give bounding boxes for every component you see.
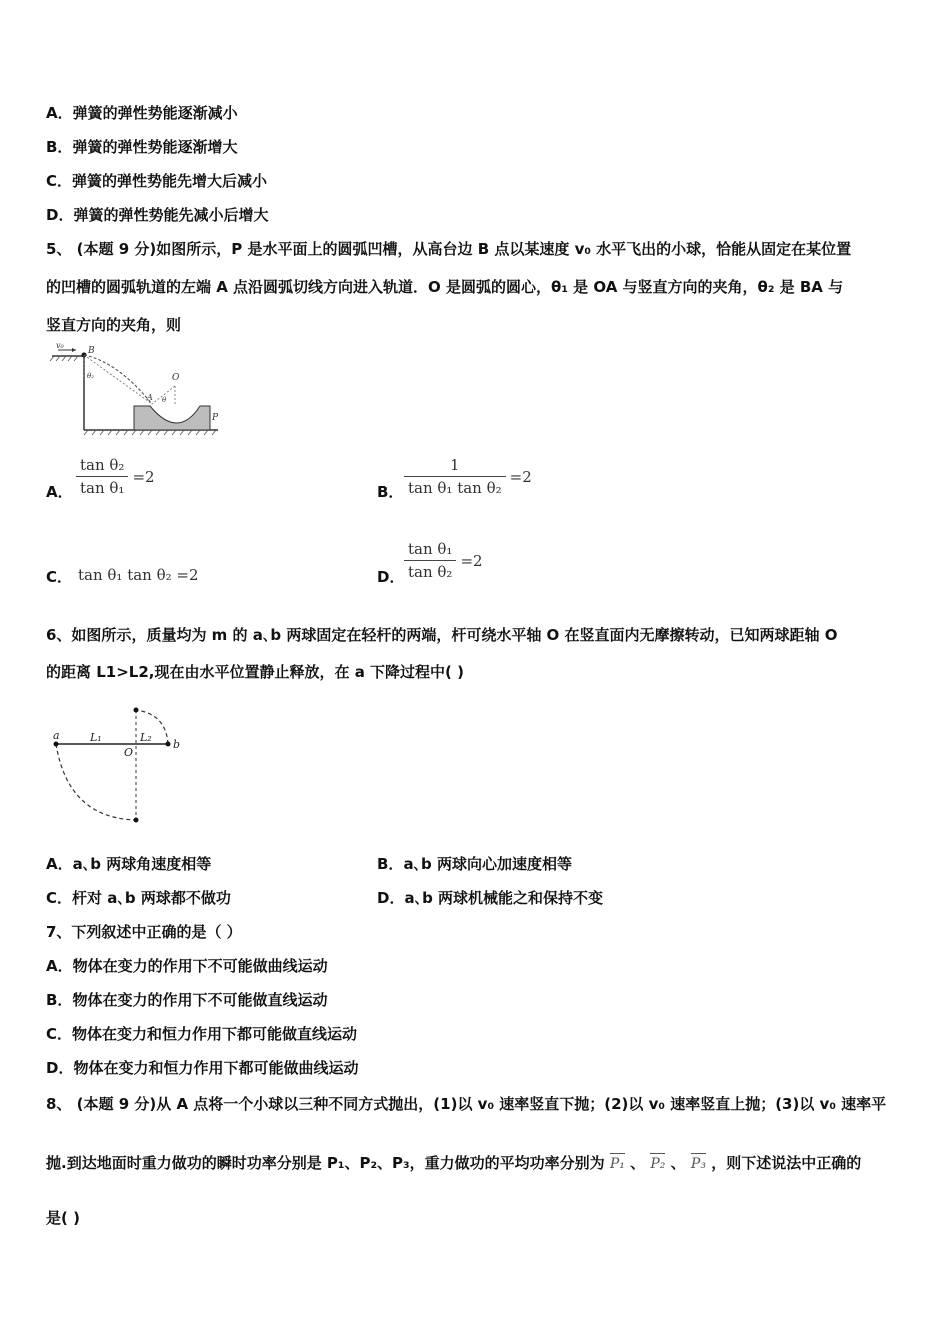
- label-theta2: θ₂: [87, 372, 95, 380]
- option-label: C．: [46, 1025, 73, 1043]
- option-label: C．: [46, 172, 73, 190]
- q7-option-c[interactable]: [46, 1023, 357, 1044]
- q5-option-d-label[interactable]: D．: [377, 568, 405, 586]
- equals-value: =2: [460, 551, 483, 570]
- q5-stem-line3: 竖直方向的夹角，则: [46, 316, 182, 334]
- fraction: [404, 456, 506, 497]
- q4-option-a[interactable]: [46, 102, 238, 123]
- q7-option-d[interactable]: [46, 1057, 358, 1078]
- option-label: A．: [46, 855, 73, 873]
- label-o: O: [124, 746, 134, 759]
- option-label: B．: [46, 138, 73, 156]
- option-text: 弹簧的弹性势能先增大后减小: [72, 172, 268, 190]
- option-text: 弹簧的弹性势能逐渐减小: [72, 104, 238, 122]
- q6-option-a[interactable]: [46, 853, 211, 874]
- label-b: b: [173, 738, 181, 751]
- option-label: D．: [46, 206, 74, 224]
- q6-stem-line1: 6、如图所示，质量均为 m 的 a､b 两球固定在轻杆的两端，杆可绕水平轴 O 在竖直面内无摩擦转动，已知两球距轴 O: [46, 626, 838, 644]
- option-text: 物体在变力和恒力作用下都可能做直线运动: [72, 1025, 358, 1043]
- option-label: B．: [377, 855, 404, 873]
- q7-option-a[interactable]: [46, 955, 328, 976]
- q7-stem: 7、下列叙述中正确的是（ ）: [46, 923, 242, 941]
- q5-option-b-label[interactable]: B．: [377, 483, 404, 501]
- option-text: 物体在变力的作用下不可能做直线运动: [72, 991, 328, 1009]
- numerator: tan θ₂: [76, 456, 128, 477]
- q8-stem-line1: 8、 (本题 9 分)从 A 点将一个小球以三种不同方式抛出，(1)以 v₀ 速率竖直下抛；(2)以 v₀ 速率竖直上抛；(3)以 v₀ 速率平: [46, 1095, 887, 1113]
- option-label: B．: [46, 991, 73, 1009]
- q5-stem-line2: 的凹槽的圆弧轨道的左端 A 点沿圆弧切线方向进入轨道．O 是圆弧的圆心，θ₁ 是 OA 与竖直方向的夹角，θ₂ 是 BA 与: [46, 278, 844, 296]
- q4-option-c[interactable]: [46, 170, 267, 191]
- ball-a-bottom: [134, 818, 139, 823]
- label-theta1: θ: [162, 396, 167, 404]
- q6-option-d[interactable]: [377, 887, 603, 908]
- separator: 、: [670, 1154, 686, 1172]
- q7-option-b[interactable]: [46, 989, 327, 1010]
- option-text: 弹簧的弹性势能逐渐增大: [72, 138, 238, 156]
- option-text: 物体在变力和恒力作用下都可能做曲线运动: [73, 1059, 359, 1077]
- q5-stem-line1: 5、 (本题 9 分)如图所示，P 是水平面上的圆弧凹槽，从高台边 B 点以某速度 v₀ 水平飞出的小球，恰能从固定在某位置: [46, 240, 852, 258]
- q8-line2-post: ，则下述说法中正确的: [711, 1154, 862, 1172]
- label-o: O: [172, 373, 180, 383]
- option-text: 物体在变力的作用下不可能做曲线运动: [72, 957, 328, 975]
- label-l2: L₂: [140, 731, 152, 744]
- arrowhead: [72, 348, 76, 352]
- numerator: 1: [404, 456, 506, 477]
- ball-b: [166, 742, 171, 747]
- denominator: tan θ₂: [408, 563, 453, 581]
- fraction: [404, 540, 456, 581]
- q5-option-a-label[interactable]: A．: [46, 483, 73, 501]
- q4-option-b[interactable]: [46, 136, 237, 157]
- avg-power-p3: P₃: [691, 1152, 706, 1172]
- label-a: A: [147, 393, 153, 402]
- separator: 、: [630, 1154, 646, 1172]
- equals-value: =2: [509, 467, 532, 486]
- ball-a: [54, 742, 59, 747]
- label-p: P: [212, 413, 219, 423]
- q5-option-c-label[interactable]: C．: [46, 568, 73, 586]
- avg-power-p2: P₂: [650, 1152, 665, 1172]
- q6-figure: [48, 700, 198, 830]
- q4-option-d[interactable]: [46, 204, 268, 225]
- option-label: A．: [46, 957, 73, 975]
- option-label: A．: [46, 104, 73, 122]
- q6-stem-line2: 的距离 L1>L2,现在由水平位置静止释放，在 a 下降过程中( ): [46, 663, 464, 681]
- option-text: a､b 两球向心加速度相等: [403, 855, 573, 873]
- q5-option-d-formula[interactable]: [404, 540, 483, 581]
- option-label: D．: [46, 1059, 74, 1077]
- line-ba: [84, 355, 152, 404]
- option-text: a､b 两球角速度相等: [72, 855, 212, 873]
- q8-stem-line2: [46, 1152, 861, 1173]
- q6-option-c[interactable]: [46, 887, 231, 908]
- denominator: tan θ₁ tan θ₂: [408, 479, 502, 497]
- q5-option-b-formula[interactable]: [404, 456, 532, 497]
- q6-option-b[interactable]: [377, 853, 572, 874]
- q8-stem-line3: 是( ): [46, 1209, 80, 1227]
- groove-p: [134, 406, 210, 430]
- denominator: tan θ₁: [80, 479, 125, 497]
- q5-option-a-formula[interactable]: [76, 456, 155, 497]
- label-l1: L₁: [90, 731, 102, 744]
- q8-line2-pre: 抛.到达地面时重力做功的瞬时功率分别是 P₁、P₂、P₃，重力做功的平均功率分别为: [46, 1154, 605, 1172]
- label-v0: v₀: [56, 341, 64, 350]
- q5-figure: [48, 340, 228, 440]
- label-b: B: [88, 346, 95, 356]
- option-label: D．: [377, 889, 405, 907]
- q5-option-c-formula[interactable]: tan θ₁ tan θ₂ =2: [78, 566, 199, 584]
- option-label: C．: [46, 889, 73, 907]
- ball-b-top: [134, 708, 139, 713]
- option-text: 杆对 a､b 两球都不做功: [72, 889, 231, 907]
- numerator: tan θ₁: [404, 540, 456, 561]
- equals-value: =2: [132, 467, 155, 486]
- avg-power-p1: P₁: [610, 1152, 625, 1172]
- option-text: a､b 两球机械能之和保持不变: [404, 889, 604, 907]
- fraction: [76, 456, 128, 497]
- option-text: 弹簧的弹性势能先减小后增大: [73, 206, 269, 224]
- label-a: a: [53, 729, 60, 742]
